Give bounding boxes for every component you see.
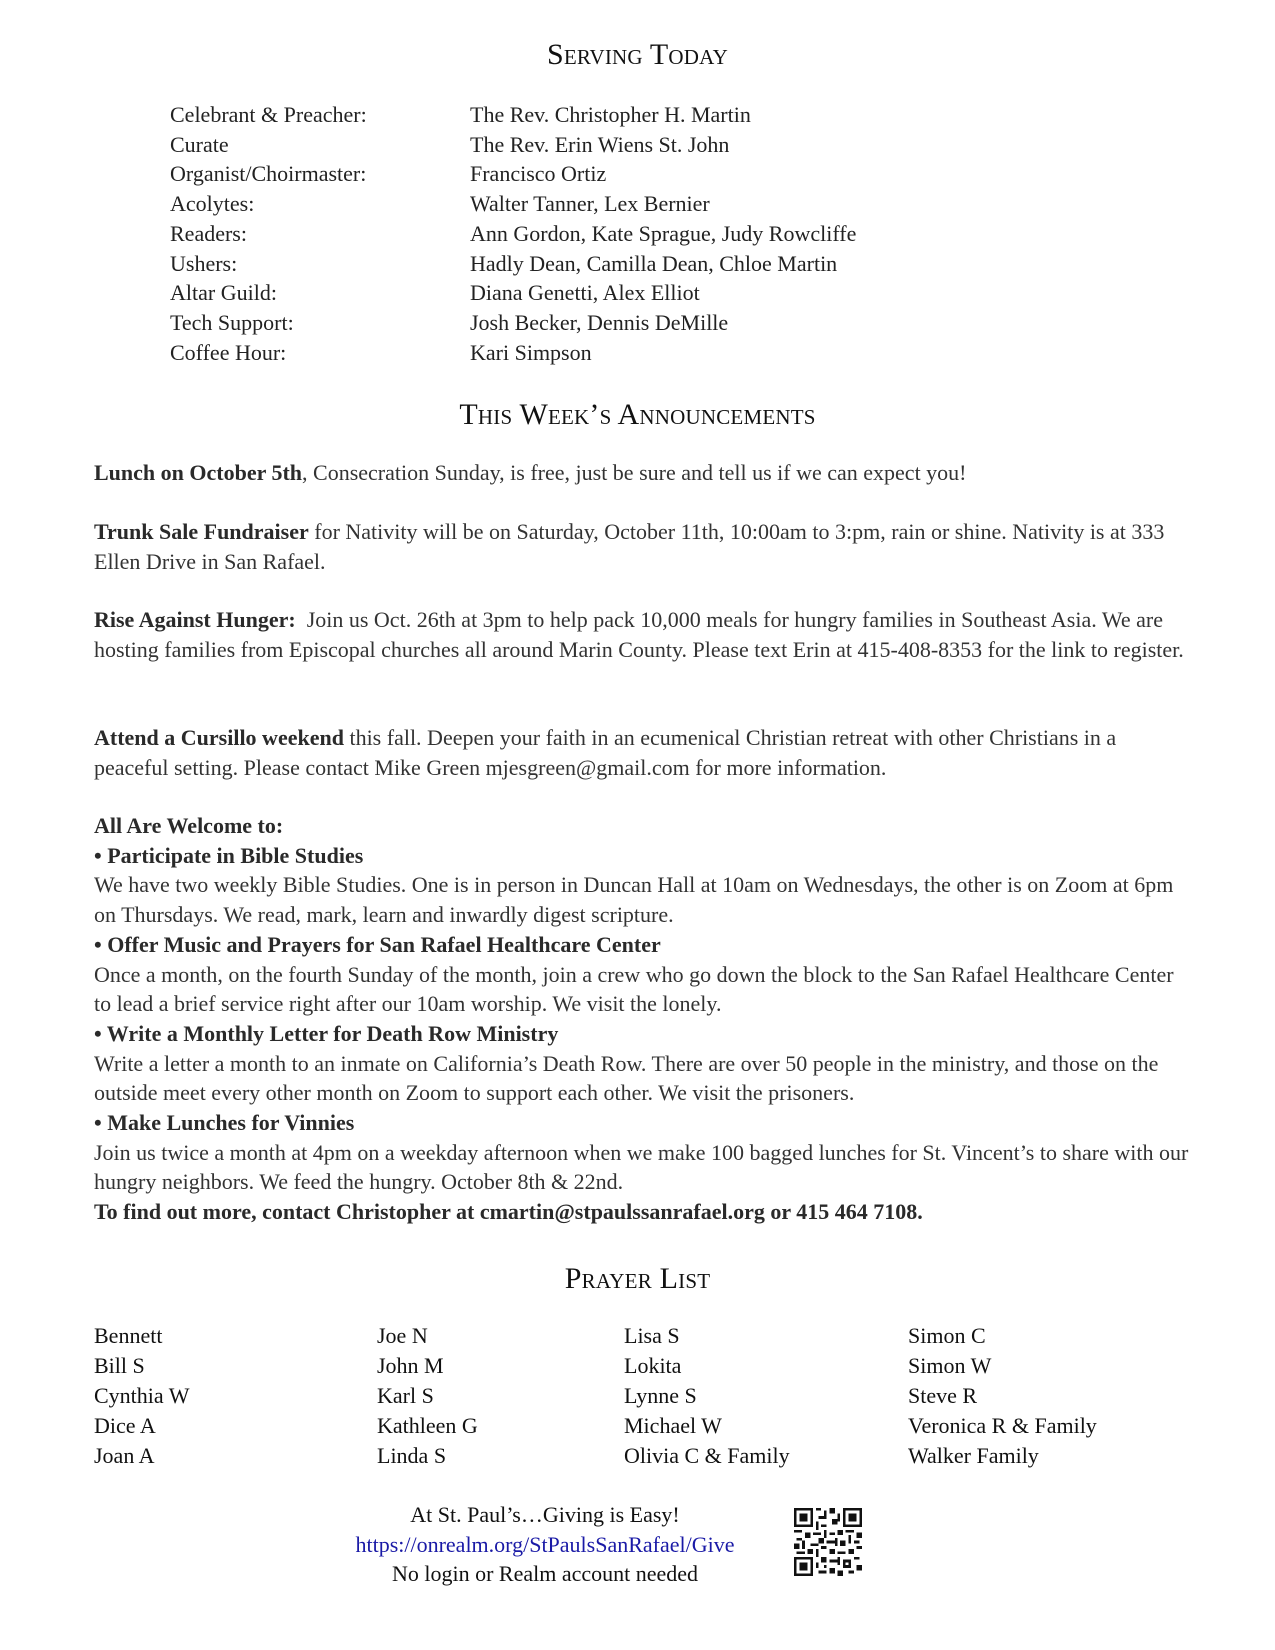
ministry-title: • Make Lunches for Vinnies (94, 1110, 355, 1136)
announcement-text: for Nativity will be on Saturday, October 11th, 10:00am to 3:pm, rain or shine. Nativity is at 333 Ellen Drive in San Rafael. (94, 519, 1165, 574)
serving-row (170, 249, 856, 279)
announcement-rise-against-hunger (94, 605, 1194, 664)
serving-row (170, 189, 856, 219)
prayer-list-column (94, 1321, 190, 1471)
prayer-name: Dice A (94, 1412, 156, 1438)
prayer-name: John M (377, 1352, 444, 1378)
serving-names: Ann Gordon, Kate Sprague, Judy Rowcliffe (470, 220, 857, 246)
prayer-name: Lokita (624, 1352, 682, 1378)
all-are-welcome-section (94, 811, 1194, 1227)
serving-today-list (170, 100, 856, 367)
serving-row (170, 338, 856, 368)
ministry-title: • Participate in Bible Studies (94, 842, 364, 868)
prayer-name: Cynthia W (94, 1382, 190, 1408)
serving-row (170, 278, 856, 308)
prayer-name: Michael W (624, 1412, 722, 1438)
serving-row (170, 130, 856, 160)
serving-role: Curate (170, 131, 229, 157)
prayer-list-column (908, 1321, 1097, 1471)
announcement-trunk-sale (94, 517, 1194, 576)
announcement-lead: Attend a Cursillo weekend (94, 725, 344, 750)
prayer-name: Karl S (377, 1382, 434, 1408)
serving-row (170, 219, 856, 249)
ministry-text: Write a letter a month to an inmate on California’s Death Row. There are over 50 people in the ministry, and those on the outside meet every other month on Zoom to support each other. We visit the prisoners. (94, 1050, 1159, 1106)
prayer-name: Linda S (377, 1442, 447, 1468)
serving-role: Tech Support: (170, 309, 294, 335)
serving-names: Hadly Dean, Camilla Dean, Chloe Martin (470, 250, 838, 276)
prayer-name: Walker Family (908, 1442, 1039, 1468)
prayer-name: Veronica R & Family (908, 1412, 1097, 1438)
serving-row (170, 308, 856, 338)
qr-code-icon (794, 1508, 862, 1576)
ministry-text: We have two weekly Bible Studies. One is in person in Duncan Hall at 10am on Wednesdays, the other is on Zoom at 6pm on Thursdays. We read, mark, learn and inwardly digest scripture. (94, 872, 1174, 928)
prayer-name: Kathleen G (377, 1412, 478, 1438)
serving-names: Diana Genetti, Alex Elliot (470, 280, 700, 306)
announcement-text: this fall. Deepen your faith in an ecumenical Christian retreat with other Christians in a peaceful setting. Please contact Mike Green mjesgreen@gmail.com for more information. (94, 725, 1117, 780)
giving-headline: At St. Paul’s…Giving is Easy! (410, 1502, 680, 1527)
serving-role: Ushers: (170, 250, 238, 276)
serving-names: Josh Becker, Dennis DeMille (470, 309, 729, 335)
prayer-name: Bennett (94, 1323, 163, 1348)
announcement-lunch (94, 458, 1194, 488)
serving-row (170, 100, 856, 130)
prayer-list-heading: Prayer List (564, 1262, 711, 1295)
ministry-text: Once a month, on the fourth Sunday of the month, join a crew who go down the block to the San Rafael Healthcare Center to lead a brief service right after our 10am worship. We visit the lonely. (94, 961, 1174, 1017)
serving-role: Organist/Choirmaster: (170, 161, 367, 187)
serving-role: Altar Guild: (170, 280, 277, 306)
ministry-title: • Offer Music and Prayers for San Rafael Healthcare Center (94, 931, 661, 957)
announcement-cursillo (94, 723, 1194, 782)
serving-today-heading: Serving Today (547, 38, 728, 71)
serving-names: Francisco Ortiz (470, 161, 607, 187)
giving-note: No login or Realm account needed (391, 1561, 699, 1586)
serving-role: Readers: (170, 220, 247, 246)
announcements-heading: This Week’s Announcements (459, 398, 816, 431)
serving-row (170, 159, 856, 189)
prayer-name: Joan A (94, 1442, 155, 1468)
prayer-list-column (377, 1321, 478, 1471)
announcement-text: Join us Oct. 26th at 3pm to help pack 10,000 meals for hungry families in Southeast Asia. We are hosting families from Episcopal churches all around Marin County. Please text Erin at 415-408-8353 for the link to register. (94, 607, 1184, 662)
serving-names: Walter Tanner, Lex Bernier (470, 191, 710, 217)
prayer-name: Olivia C & Family (624, 1442, 790, 1468)
prayer-name: Steve R (908, 1382, 978, 1408)
prayer-list-column (624, 1321, 790, 1471)
ministry-text: Join us twice a month at 4pm on a weekday afternoon when we make 100 bagged lunches for St. Vincent’s to share with our hungry neighbors. We feed the hungry. October 8th & 22nd. (94, 1139, 1189, 1195)
serving-role: Celebrant & Preacher: (170, 102, 367, 127)
prayer-name: Bill S (94, 1352, 145, 1378)
announcement-text: , Consecration Sunday, is free, just be sure and tell us if we can expect you! (302, 460, 967, 485)
giving-link[interactable]: https://onrealm.org/StPaulsSanRafael/Give (355, 1531, 735, 1557)
serving-names: The Rev. Christopher H. Martin (470, 102, 751, 127)
serving-names: Kari Simpson (470, 339, 592, 365)
announcement-lead: Rise Against Hunger: (94, 607, 296, 632)
prayer-name: Lynne S (624, 1382, 697, 1408)
giving-section (300, 1500, 790, 1589)
ministry-title: • Write a Monthly Letter for Death Row Ministry (94, 1020, 559, 1046)
serving-role: Acolytes: (170, 191, 255, 217)
prayer-name: Joe N (377, 1323, 428, 1348)
prayer-name: Simon W (908, 1352, 992, 1378)
serving-names: The Rev. Erin Wiens St. John (470, 131, 730, 157)
contact-line: To find out more, contact Christopher at cmartin@stpaulssanrafael.org or 415 464 7108. (94, 1199, 923, 1225)
announcement-lead: Lunch on October 5th (94, 460, 303, 485)
serving-role: Coffee Hour: (170, 339, 287, 365)
welcome-heading: All Are Welcome to: (94, 813, 284, 838)
prayer-name: Simon C (908, 1323, 986, 1348)
prayer-name: Lisa S (624, 1323, 680, 1348)
announcement-lead: Trunk Sale Fundraiser (94, 519, 309, 544)
